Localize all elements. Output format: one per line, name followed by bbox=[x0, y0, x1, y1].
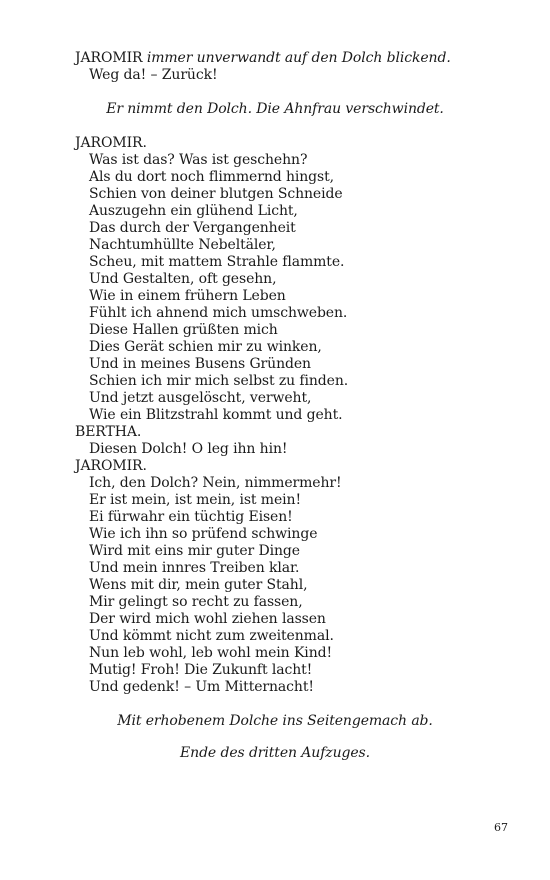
verse-line: Scheu, mit mattem Strahle flammte. bbox=[89, 254, 345, 270]
verse-line: Der wird mich wohl ziehen lassen bbox=[89, 611, 326, 627]
verse-line: Und gedenk! – Um Mitternacht! bbox=[89, 679, 314, 695]
verse-line: Was ist das? Was ist geschehn? bbox=[89, 152, 308, 168]
verse-line: Mutig! Froh! Die Zukunft lacht! bbox=[89, 662, 313, 678]
act-end-note: Ende des dritten Aufzuges. bbox=[180, 745, 370, 761]
stage-direction: Er nimmt den Dolch. Die Ahnfrau verschwindet. bbox=[106, 101, 444, 117]
verse-line: Wie ich ihn so prüfend schwinge bbox=[89, 526, 318, 542]
speaker-line-jaromir bbox=[75, 50, 451, 67]
verse-line: Wie in einem frühern Leben bbox=[89, 288, 286, 304]
verse-line: Und mein innres Treiben klar. bbox=[89, 560, 300, 576]
verse-line: Diesen Dolch! O leg ihn hin! bbox=[89, 441, 288, 457]
stage-direction: Mit erhobenem Dolche ins Seitengemach ab. bbox=[117, 713, 433, 729]
verse-line: Er ist mein, ist mein, ist mein! bbox=[89, 492, 301, 508]
verse-line: Nun leb wohl, leb wohl mein Kind! bbox=[89, 645, 332, 661]
verse-line: Und jetzt ausgelöscht, verweht, bbox=[89, 390, 312, 406]
verse-line: Und Gestalten, oft gesehn, bbox=[89, 271, 277, 287]
verse-line: Ich, den Dolch? Nein, nimmermehr! bbox=[89, 475, 342, 491]
verse-line: Auszugehn ein glühend Licht, bbox=[89, 203, 298, 219]
inline-stage-direction: immer unverwandt auf den Dolch blickend. bbox=[146, 50, 451, 66]
speaker-name: JAROMIR. bbox=[75, 135, 147, 151]
verse-line: Schien ich mir mich selbst zu finden. bbox=[89, 373, 349, 389]
speaker-name: BERTHA. bbox=[75, 424, 142, 440]
speaker-name: JAROMIR bbox=[75, 50, 143, 66]
verse-line: Schien von deiner blutgen Schneide bbox=[89, 186, 343, 202]
verse-line: Wens mit dir, mein guter Stahl, bbox=[89, 577, 308, 593]
verse-line: Mir gelingt so recht zu fassen, bbox=[89, 594, 303, 610]
verse-line: Ei fürwahr ein tüchtig Eisen! bbox=[89, 509, 293, 525]
page-number: 67 bbox=[494, 821, 508, 834]
verse-line: Wird mit eins mir guter Dinge bbox=[89, 543, 300, 559]
verse-line: Fühlt ich ahnend mich umschweben. bbox=[89, 305, 348, 321]
verse-line: Nachtumhüllte Nebeltäler, bbox=[89, 237, 276, 253]
verse-line: Als du dort noch flimmernd hingst, bbox=[89, 169, 334, 185]
verse-line: Und in meines Busens Gründen bbox=[89, 356, 311, 372]
verse-line: Diese Hallen grüßten mich bbox=[89, 322, 278, 338]
verse-line: Dies Gerät schien mir zu winken, bbox=[89, 339, 322, 355]
verse-line: Und kömmt nicht zum zweitenmal. bbox=[89, 628, 334, 644]
speaker-name: JAROMIR. bbox=[75, 458, 147, 474]
verse-line: Das durch der Vergangenheit bbox=[89, 220, 296, 236]
verse-line: Weg da! – Zurück! bbox=[89, 67, 218, 83]
verse-line: Wie ein Blitzstrahl kommt und geht. bbox=[89, 407, 343, 423]
